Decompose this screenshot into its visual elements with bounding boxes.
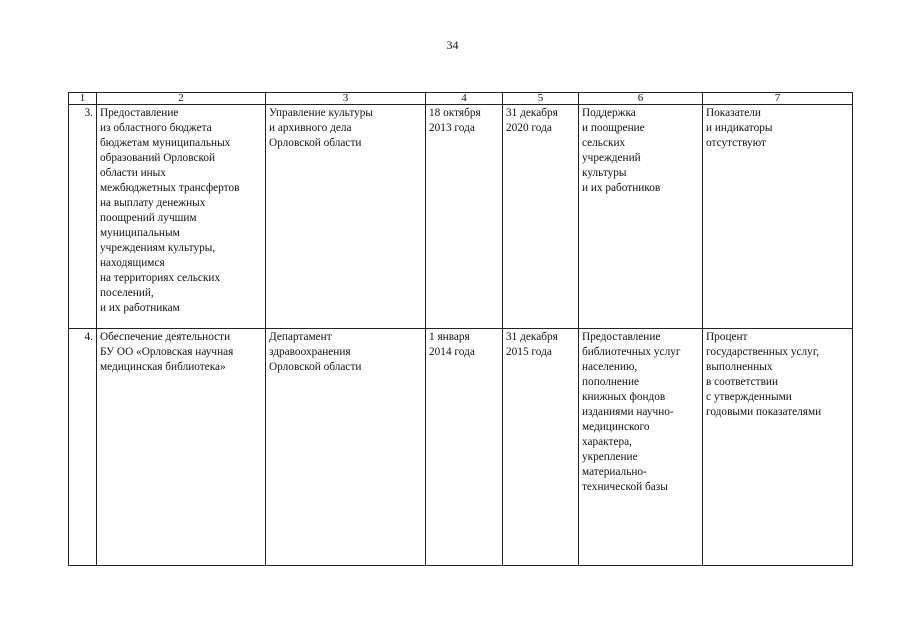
- cell-line: образований Орловской: [100, 152, 216, 164]
- cell-line: культуры: [582, 167, 627, 179]
- header-row: [69, 93, 853, 105]
- executor-cell: [266, 105, 426, 329]
- cell-line: технической базы: [582, 481, 668, 493]
- cell-line: Показатели: [706, 107, 761, 119]
- cell-line: книжных фондов: [582, 391, 666, 403]
- cell-line: с утвержденными: [706, 391, 792, 403]
- cell-line: Предоставление: [100, 107, 179, 119]
- cell-line: 2015 года: [506, 346, 552, 358]
- cell-line: области иных: [100, 167, 166, 179]
- end-date-cell: [503, 105, 579, 329]
- cell-line: Поддержка: [582, 107, 636, 119]
- cell-line: 31 декабря: [506, 107, 558, 119]
- cell-line: 2014 года: [429, 346, 475, 358]
- executor-cell: [266, 329, 426, 566]
- start-date-cell: [426, 105, 503, 329]
- cell-line: 18 октября: [429, 107, 481, 119]
- cell-line: и их работникам: [100, 302, 180, 314]
- page-number: 34: [446, 38, 459, 52]
- cell-line: Предоставление: [582, 331, 661, 343]
- cell-line: отсутствуют: [706, 137, 766, 149]
- column-header: 2: [97, 93, 266, 105]
- cell-line: Процент: [706, 331, 748, 343]
- cell-line: муниципальным: [100, 227, 180, 239]
- measures-table: [68, 92, 853, 566]
- cell-line: государственных услуг,: [706, 346, 820, 358]
- action-cell: [97, 105, 266, 329]
- expected-result-cell: [579, 105, 703, 329]
- indicators-cell: [703, 105, 853, 329]
- column-header: 4: [426, 93, 503, 105]
- cell-line: на выплату денежных: [100, 197, 206, 209]
- cell-line: выполненных: [706, 361, 773, 373]
- start-date-cell: [426, 329, 503, 566]
- cell-line: и индикаторы: [706, 122, 773, 134]
- cell-line: 2013 года: [429, 122, 475, 134]
- cell-line: пополнение: [582, 376, 640, 388]
- cell-line: укрепление: [582, 451, 638, 463]
- cell-line: Обеспечение деятельности: [100, 331, 231, 343]
- cell-line: в соответствии: [706, 376, 778, 388]
- cell-line: 1 января: [429, 331, 470, 343]
- cell-line: изданиями научно-: [582, 406, 674, 418]
- indicators-cell: [703, 329, 853, 566]
- cell-line: характера,: [582, 436, 632, 448]
- action-cell: [97, 329, 266, 566]
- cell-line: поселений,: [100, 287, 154, 299]
- cell-line: материально-: [582, 466, 647, 478]
- cell-line: из областного бюджета: [100, 122, 212, 134]
- cell-line: и поощрение: [582, 122, 645, 134]
- row-number-cell: 4.: [69, 329, 97, 566]
- cell-line: поощрений лучшим: [100, 212, 197, 224]
- cell-line: учреждений: [582, 152, 641, 164]
- cell-line: БУ ОО «Орловская научная: [100, 346, 234, 358]
- cell-line: и архивного дела: [269, 122, 352, 134]
- cell-line: населению,: [582, 361, 638, 373]
- cell-line: сельских: [582, 137, 626, 149]
- table-row: [69, 105, 853, 329]
- cell-line: на территориях сельских: [100, 272, 221, 284]
- column-header: 1: [69, 93, 97, 105]
- cell-line: здравоохранения: [269, 346, 351, 358]
- cell-line: медицинского: [582, 421, 650, 433]
- table-row: [69, 329, 853, 566]
- end-date-cell: [503, 329, 579, 566]
- cell-line: 31 декабря: [506, 331, 558, 343]
- cell-line: межбюджетных трансфертов: [100, 182, 240, 194]
- cell-line: находящимся: [100, 257, 165, 269]
- cell-line: бюджетам муниципальных: [100, 137, 231, 149]
- column-header: 3: [266, 93, 426, 105]
- cell-line: Орловской области: [269, 361, 362, 373]
- column-header: 5: [503, 93, 579, 105]
- row-number-cell: 3.: [69, 105, 97, 329]
- cell-line: Департамент: [269, 331, 332, 343]
- cell-line: Управление культуры: [269, 107, 373, 119]
- expected-result-cell: [579, 329, 703, 566]
- cell-line: Орловской области: [269, 137, 362, 149]
- column-header: 7: [703, 93, 853, 105]
- cell-line: медицинская библиотека»: [100, 361, 226, 373]
- cell-line: годовыми показателями: [706, 406, 822, 418]
- cell-line: учреждениям культуры,: [100, 242, 216, 254]
- cell-line: и их работников: [582, 182, 661, 194]
- cell-line: библиотечных услуг: [582, 346, 681, 358]
- cell-line: 2020 года: [506, 122, 552, 134]
- column-header: 6: [579, 93, 703, 105]
